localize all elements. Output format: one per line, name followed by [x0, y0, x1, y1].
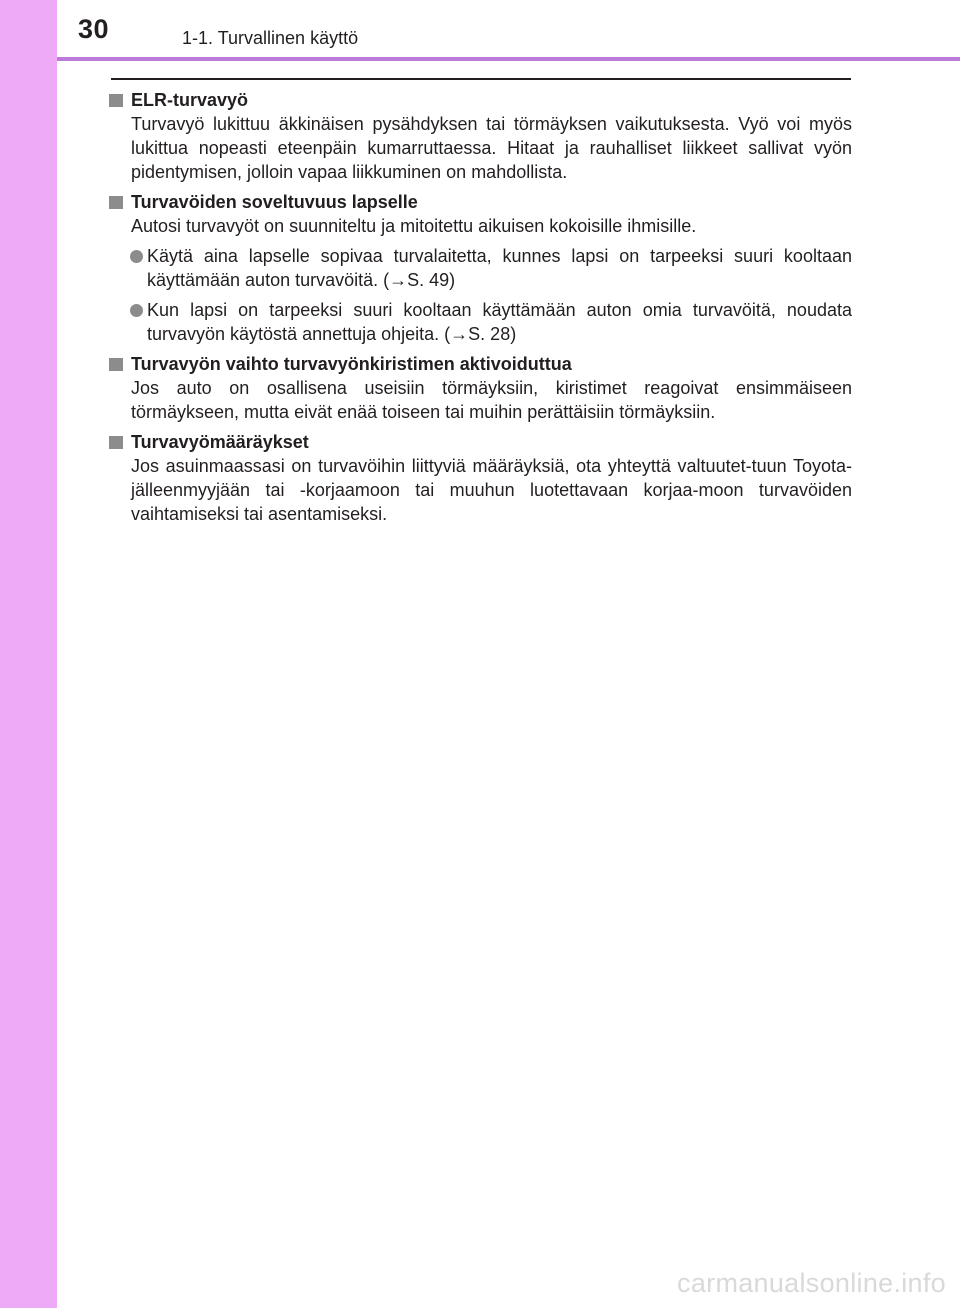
section-title: 1-1. Turvallinen käyttö [182, 28, 359, 48]
section-heading [108, 430, 852, 454]
watermark-link[interactable]: carmanualsonline.info [677, 1268, 946, 1298]
chapter-tab-sidebar [0, 0, 57, 1308]
header-divider [57, 57, 960, 61]
circle-bullet-icon [130, 250, 143, 263]
content-divider [111, 78, 851, 80]
square-bullet-icon [109, 196, 123, 209]
list-item [108, 244, 852, 292]
square-bullet-icon [109, 94, 123, 107]
section-paragraph: Autosi turvavyöt on suunniteltu ja mitoitettu aikuisen kokoisille ihmisille. [131, 216, 697, 236]
list-item-text: Kun lapsi on tarpeeksi suuri kooltaan käyttämään auton omia turvavöitä, noudata turvavyön käytöstä annettuja ohjeita. (→S. 28) [147, 300, 852, 344]
list-item-text: Käytä aina lapselle sopivaa turvalaitetta, kunnes lapsi on tarpeeksi suuri kooltaan käyttämään auton turvavöitä. (→S. 49) [147, 246, 852, 290]
square-bullet-icon [109, 358, 123, 371]
section-paragraph: Jos auto on osallisena useisiin törmäyksiin, kiristimet reagoivat ensimmäiseen törmäykseen, mutta eivät enää toiseen tai muihin perättäisiin törmäyksiin. [131, 378, 852, 422]
section-child-suitability [108, 190, 852, 346]
section-heading-text: Turvavyömääräykset [131, 432, 309, 452]
square-bullet-icon [109, 436, 123, 449]
circle-bullet-icon [130, 304, 143, 317]
section-paragraph: Jos asuinmaassasi on turvavöihin liittyviä määräyksiä, ota yhteyttä valtuutet-tuun Toyota-jälleenmyyjään tai -korjaamoon tai muuhun luotettavaan korjaa-moon turvavöiden vaihtamiseksi tai asentamiseksi. [131, 456, 852, 524]
section-heading-text: Turvavyön vaihto turvavyönkiristimen aktivoiduttua [131, 354, 572, 374]
section-heading [108, 352, 852, 376]
section-heading-text: Turvavöiden soveltuvuus lapselle [131, 192, 418, 212]
page-number: 30 [78, 14, 110, 44]
page-content [108, 88, 852, 532]
section-heading [108, 88, 852, 112]
section-heading-text: ELR-turvavyö [131, 90, 249, 110]
section-paragraph: Turvavyö lukittuu äkkinäisen pysähdyksen tai törmäyksen vaikutuksesta. Vyö voi myös lukittua nopeasti eteenpäin kumarruttaessa. Hitaat ja rauhalliset liikkeet sallivat vyön pidentymisen, jolloin vapaa liikkuminen on mahdollista. [131, 114, 852, 182]
section-pretensioner-replacement [108, 352, 852, 424]
section-elr [108, 88, 852, 184]
list-item [108, 298, 852, 346]
section-heading [108, 190, 852, 214]
section-regulations [108, 430, 852, 526]
